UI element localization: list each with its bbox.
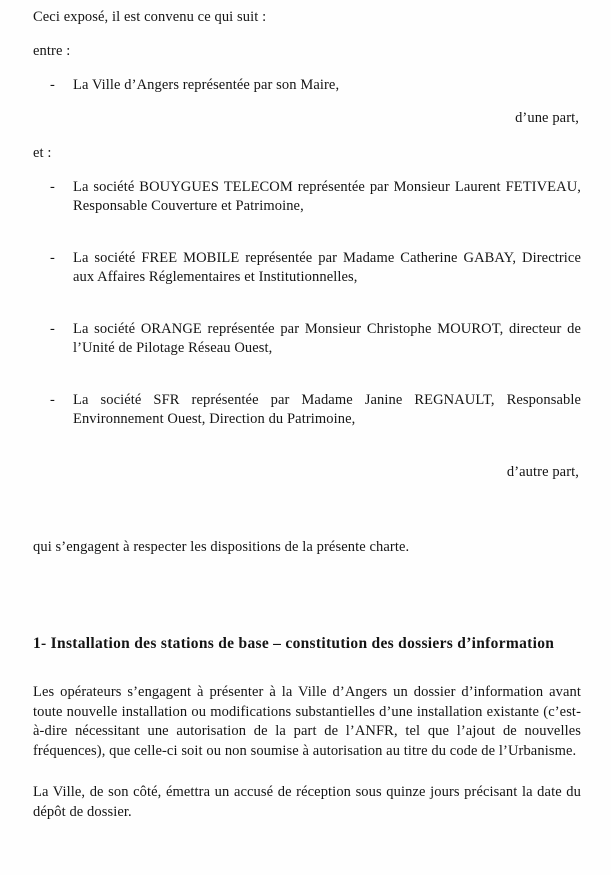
- party-item-ville: [50, 76, 581, 95]
- party-text: La société SFR représentée par Madame Janine REGNAULT, Responsable Environnement Ouest, Direction du Patrimoine,: [73, 392, 581, 427]
- party-text: La société BOUYGUES TELECOM représentée par Monsieur Laurent FETIVEAU, Responsable Couverture et Patrimoine,: [73, 179, 581, 214]
- party-item-bouygues: [50, 178, 581, 216]
- bullet-dash: -: [50, 392, 55, 408]
- bullet-dash: -: [50, 179, 55, 195]
- bullet-dash: -: [50, 77, 55, 93]
- section-1-title: 1- Installation des stations de base – constitution des dossiers d’information: [33, 635, 555, 652]
- dune-part-line: d’une part,: [515, 110, 579, 126]
- party-item-orange: [50, 320, 581, 358]
- engagement-paragraph: qui s’engagent à respecter les dispositions de la présente charte.: [33, 539, 410, 555]
- bullet-dash: -: [50, 321, 55, 337]
- section-1-paragraph-1: Les opérateurs s’engagent à présenter à la Ville d’Angers un dossier d’information avant toute nouvelle installation ou modifications substantielles d’une installation existante (c’est-à-dire nécessitant une autorisation de la part de l’ANFR, tel que l’ajout de nouvelles fréquences), que celle-ci soit ou non soumise à autorisation au titre du code de l’Urbanisme.: [33, 684, 581, 759]
- intro-paragraph: Ceci exposé, il est convenu ce qui suit :: [33, 9, 267, 25]
- party-text: La société ORANGE représentée par Monsieur Christophe MOUROT, directeur de l’Unité de Pilotage Réseau Ouest,: [73, 321, 581, 356]
- party-text: La Ville d’Angers représentée par son Maire,: [73, 77, 340, 93]
- et-label: et :: [33, 145, 52, 161]
- section-1-paragraph-2: La Ville, de son côté, émettra un accusé de réception sous quinze jours précisant la date du dépôt de dossier.: [33, 784, 581, 820]
- bullet-dash: -: [50, 250, 55, 266]
- party-item-sfr: [50, 391, 581, 429]
- party-text: La société FREE MOBILE représentée par Madame Catherine GABAY, Directrice aux Affaires Réglementaires et Institutionnelles,: [73, 250, 581, 285]
- party-item-free: [50, 249, 581, 287]
- entre-label: entre :: [33, 43, 71, 59]
- dautre-part-line: d’autre part,: [506, 464, 579, 480]
